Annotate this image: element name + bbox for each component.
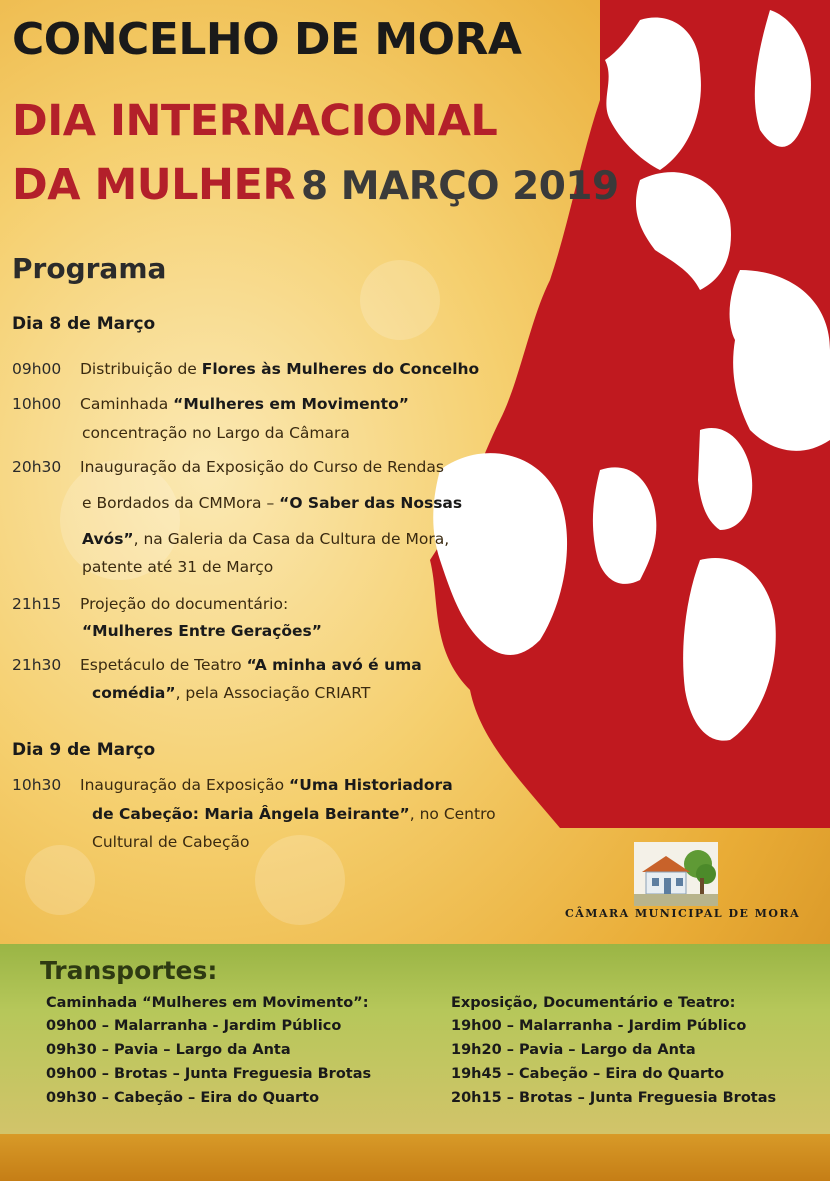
event-highlight: “Uma Historiadora xyxy=(289,776,453,794)
event-desc: Inauguração da Exposição xyxy=(80,776,290,794)
transport-row: 19h00 – Malarranha - Jardim Público xyxy=(451,1018,747,1034)
event-highlight: “Mulheres em Movimento” xyxy=(173,395,409,413)
event-time: 10h30 xyxy=(12,776,62,794)
event-highlight: “Mulheres Entre Gerações” xyxy=(82,622,322,640)
event-desc: , pela Associação CRIART xyxy=(175,684,371,702)
event-desc: Distribuição de xyxy=(80,360,202,378)
event-detail: Cultural de Cabeção xyxy=(92,833,250,851)
event-title-line1: DIA INTERNACIONAL xyxy=(12,96,498,146)
day2-heading: Dia 9 de Março xyxy=(12,740,156,760)
municipality-title: CONCELHO DE MORA xyxy=(12,14,522,65)
event-time: 09h00 xyxy=(12,360,62,378)
event-desc: , no Centro xyxy=(409,805,496,823)
event-time: 10h00 xyxy=(12,395,62,413)
event-desc: e Bordados da CMMora – xyxy=(82,494,280,512)
event-row xyxy=(12,395,409,413)
event-detail xyxy=(82,622,322,640)
event-desc: , na Galeria da Casa da Cultura de Mora, xyxy=(133,530,450,548)
bottom-decorative-band xyxy=(0,1134,830,1181)
event-time: 21h15 xyxy=(12,595,62,613)
transport-row: 19h20 – Pavia – Largo da Anta xyxy=(451,1042,696,1058)
transport-section xyxy=(0,944,830,1134)
event-desc: Inauguração da Exposição do Curso de Rendas xyxy=(80,458,444,476)
event-highlight: Avós” xyxy=(82,530,134,548)
transport-left-column xyxy=(46,995,371,1106)
event-desc: Espetáculo de Teatro xyxy=(80,656,247,674)
event-date: 8 MARÇO 2019 xyxy=(301,164,619,209)
event-detail xyxy=(92,684,370,702)
event-row xyxy=(12,776,453,794)
transport-row: 09h30 – Pavia – Largo da Anta xyxy=(46,1042,291,1058)
event-desc: Caminhada xyxy=(80,395,174,413)
event-detail xyxy=(82,530,449,548)
event-highlight: comédia” xyxy=(92,684,176,702)
transport-row: 19h45 – Cabeção – Eira do Quarto xyxy=(451,1066,725,1082)
transport-row: 09h30 – Cabeção – Eira do Quarto xyxy=(46,1090,320,1106)
transport-title: Transportes: xyxy=(40,956,218,985)
event-detail xyxy=(82,494,462,512)
transport-row: 09h00 – Malarranha - Jardim Público xyxy=(46,1018,342,1034)
day1-heading: Dia 8 de Março xyxy=(12,314,156,334)
house-tree-logo-icon xyxy=(634,842,718,906)
event-desc: Projeção do documentário: xyxy=(80,595,289,613)
transport-row: 20h15 – Brotas – Junta Freguesia Brotas xyxy=(451,1090,777,1106)
event-row xyxy=(12,458,444,476)
event-highlight: Flores às Mulheres do Concelho xyxy=(201,360,480,378)
event-detail: concentração no Largo da Câmara xyxy=(82,424,350,442)
event-detail xyxy=(92,805,496,823)
transport-row: 09h00 – Brotas – Junta Freguesia Brotas xyxy=(46,1066,372,1082)
event-highlight: de Cabeção: Maria Ângela Beirante” xyxy=(92,805,410,823)
organizer-name: CÂMARA MUNICIPAL DE MORA xyxy=(565,907,801,920)
event-row xyxy=(12,656,422,674)
event-row xyxy=(12,360,479,378)
event-time: 21h30 xyxy=(12,656,62,674)
event-highlight: “A minha avó é uma xyxy=(246,656,422,674)
program-heading: Programa xyxy=(12,252,167,285)
event-detail: patente até 31 de Março xyxy=(82,558,274,576)
event-title-line2 xyxy=(12,160,619,210)
event-title-line2-text: DA MULHER xyxy=(12,160,296,210)
transport-right-column xyxy=(451,995,776,1106)
event-row xyxy=(12,595,288,613)
transport-left-heading: Caminhada “Mulheres em Movimento”: xyxy=(46,995,369,1011)
event-time: 20h30 xyxy=(12,458,62,476)
transport-right-heading: Exposição, Documentário e Teatro: xyxy=(451,995,736,1011)
event-highlight: “O Saber das Nossas xyxy=(279,494,463,512)
